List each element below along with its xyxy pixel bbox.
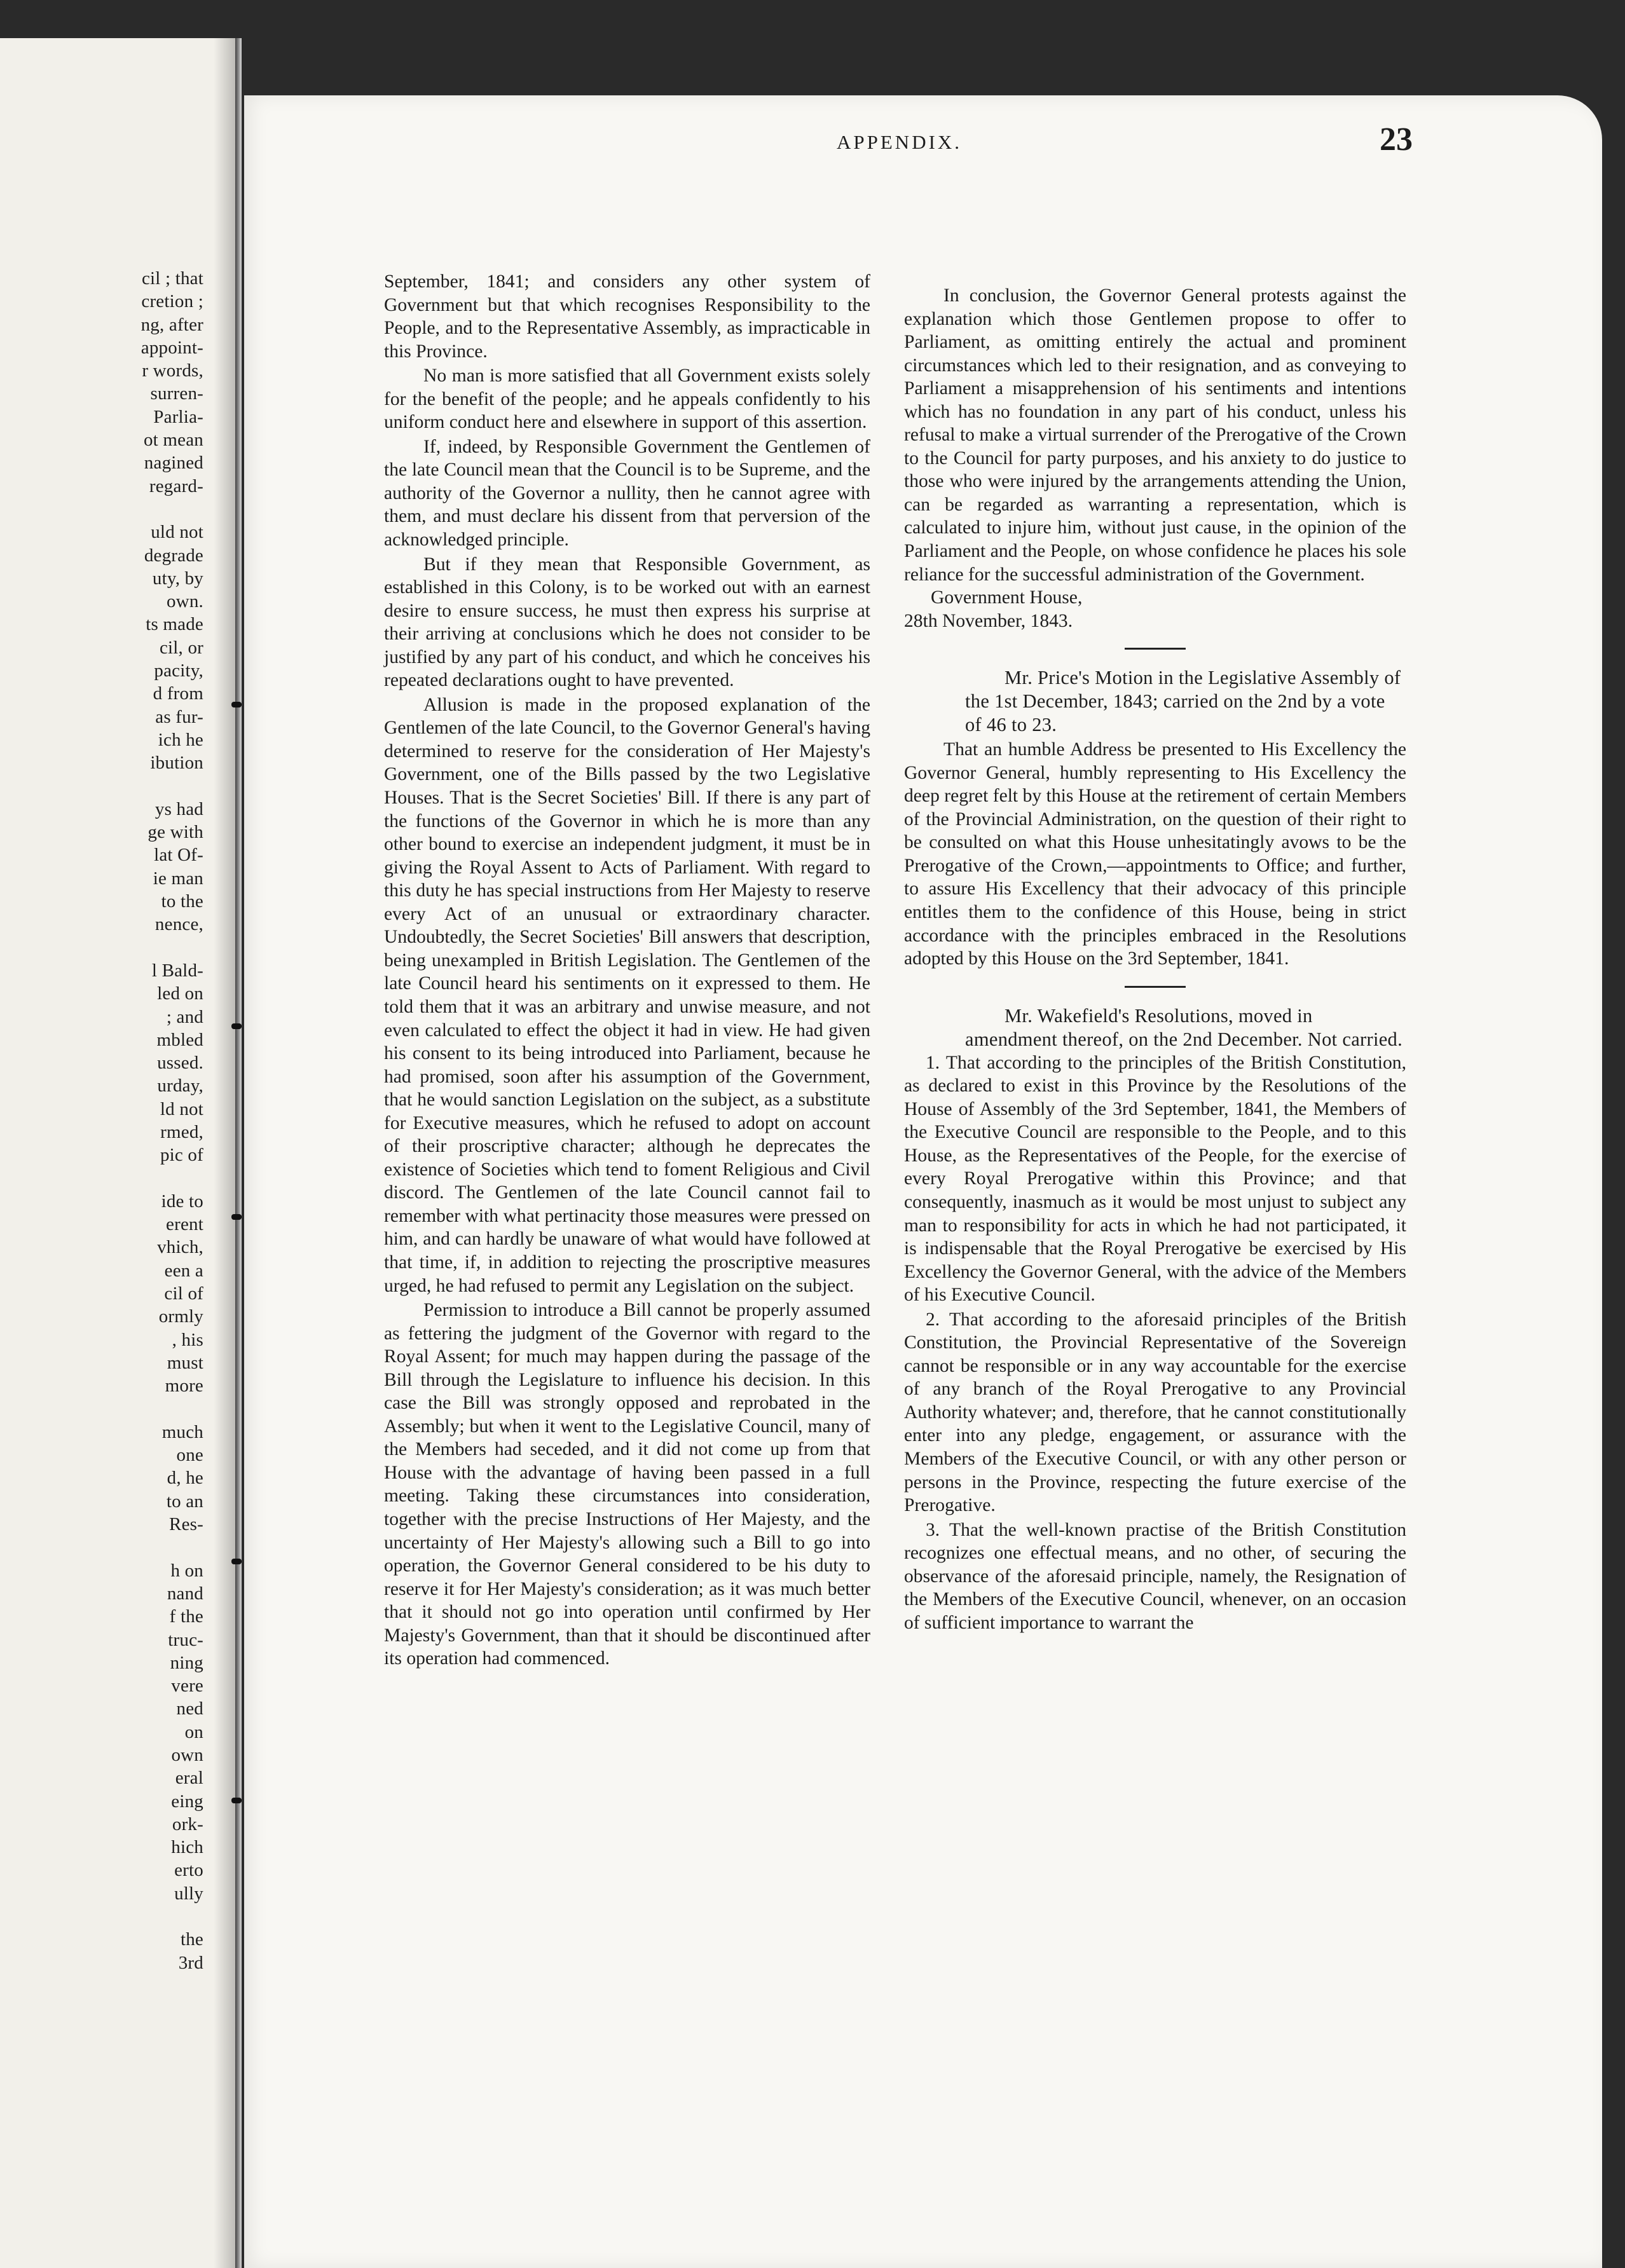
facing-page-line: more [165,1376,203,1397]
facing-page-line: hich [171,1837,203,1858]
facing-page-line: nagined [144,453,203,474]
facing-page-line: led on [157,983,203,1004]
facing-page-line: cil ; that [141,268,203,289]
facing-page-line: ormly [158,1306,203,1327]
motion-heading: Mr. Price's Motion in the Legislative Assembly of the 1st December, 1843; carried on the 2nd by a vote of 46 to 23. [965,667,1401,736]
facing-page-line [0,1536,203,1559]
resolutions-heading: Mr. Wakefield's Resolutions, moved in amendment thereof, on the 2nd December. Not carried. [965,1004,1403,1050]
facing-page-text [0,267,203,1974]
paragraph: But if they mean that Responsible Government, as established in this Colony, is to be worked out with an earnest desire to ensure success, he must then express his surprise at their arriving at conclusions which he does not consider to be justified by any part of his conduct, and which he conceives his repeated declarations ought to have prevented. [384,554,870,691]
facing-page-line: eral [175,1768,203,1789]
signature-block [904,586,1406,632]
facing-page-line: to an [166,1491,203,1512]
facing-page-line: ussed. [157,1053,203,1074]
section-divider [1125,648,1186,650]
facing-page [0,38,235,2268]
facing-page-line: r words, [142,360,203,381]
facing-page-line: Parlia- [153,406,203,427]
facing-page-line: 3rd [178,1952,203,1973]
facing-page-line: ge with [147,822,203,843]
closing-paragraph: In conclusion, the Governor General protests against the explanation which those Gentlemen propose to offer to Parliament, as omitting entirely the actual and prominent circumstances which led to their resignation, and as conveying to Parliament a misapprehension of his sentiments and intentions which has no foundation in any part of his conduct, unless his refusal to make a virtual surrender of the Prerogative of the Crown to the Council for party purposes, and his anxiety to do justice to those who were injured by the arrangements attending the Union, can be regarded as warranting a representation, which is calculated to injure him, without just cause, in the opinion of the Parliament and the People, on whose confidence he places his sole reliance for the successful administration of the Government. [904,285,1406,585]
facing-page-line: truc- [168,1629,203,1650]
gutter-shadow [214,38,235,2268]
paragraph: Permission to introduce a Bill cannot be properly assumed as fettering the judgment of the Governor with regard to the Royal Assent; for much may happen during the passage of the Bill through the Legislature to influence his decision. In this case the Bill was strongly opposed and reprobated in the Assembly; but when it went to the Legislative Council, many of the Members had seceded, and it did not come up from that House with the advantage of having been passed in a full meeting. Taking these circumstances into consideration, together with the precise Instructions of Her Majesty, and the uncertainty of Her Majesty's allowing such a Bill to go into operation, the Governor General considered to be his duty to reserve it for Her Majesty's consideration; as it was much better that it should not go into operation until confirmed by Her Majesty's Government, than that it should be discontinued after its operation had commenced. [384,1300,870,1669]
facing-page-line: the [180,1929,203,1950]
facing-page-line: regard- [149,475,203,496]
right-column [904,284,1406,1634]
facing-page-line: ng, after [141,314,203,335]
facing-page-line: pacity, [154,660,203,681]
facing-page-line: on [184,1721,203,1742]
facing-page-line [0,1398,203,1421]
stitch [231,1023,242,1029]
facing-page-line: uty, by [152,568,203,589]
facing-page-line: ork- [172,1814,203,1834]
facing-page-line: much [161,1421,203,1442]
facing-page-line: degrade [144,545,203,566]
facing-page-line: Res- [169,1514,203,1535]
facing-page-line: f the [169,1606,203,1627]
facing-page-line: to the [161,891,203,912]
facing-page-line: one [176,1445,203,1466]
resolution-item: 2. That according to the aforesaid principles of the British Constitution, the Provincial Representative of the Sovereign cannot be responsible or in any way accountable for the exercise of any branch of the Royal Prerogative to any Provincial Authority whatever; and, therefore, that he cannot constitutionally enter into any pledge, engagement, or assurance with the Members of the Executive Council, or with any other person or persons in the Province, respecting the future exercise of the Prerogative. [904,1309,1406,1516]
stitch [231,702,242,707]
facing-page-line: ully [174,1883,203,1904]
resolution-item: 1. That according to the principles of the British Constitution, as declared to exist in this Province by the Resolutions of the House of Assembly of the 3rd September, 1841, the Members of the Executive Council are responsible to the People, and to this House, as the Representatives of the People, for the exercise of every Royal Prerogative within this Province; and that consequently, inasmuch as it would be most unjust to subject any man to responsibility for acts in which he had not participated, it is indispensable that the Royal Prerogative be exercised by His Excellency the Governor General, with the advice of the Members of his Executive Council. [904,1052,1406,1306]
facing-page-line: ys had [154,798,203,819]
facing-page-line: ld not [160,1098,203,1119]
facing-page-line: mbled [156,1029,203,1050]
left-column [384,270,870,1670]
facing-page-line [0,775,203,798]
facing-page-line: nence, [154,914,203,935]
resolutions-list [904,1051,1406,1635]
paragraph: If, indeed, by Responsible Government the Gentlemen of the late Council mean that the Council is to be Supreme, and the authority of the Governor a nullity, then he cannot agree with them, and must declare his dissent from that perversion of the acknowledged principle. [384,436,870,550]
facing-page-line: ned [176,1698,203,1719]
facing-page-line [0,1905,203,1928]
page-number: 23 [1380,121,1413,158]
facing-page-line: , his [172,1329,203,1350]
facing-page-line: vhich, [157,1237,203,1258]
facing-page-line: cretion ; [141,291,203,312]
facing-page-line: ide to [161,1191,203,1212]
facing-page-line: as fur- [155,706,203,727]
facing-page-line: pic of [160,1145,203,1166]
facing-page-line: ts made [146,614,203,635]
paragraph: Allusion is made in the proposed explanation of the Gentlemen of the late Council, to the Governor General's having determined to reserve for the consideration of Her Majesty's Government, one of the Bills passed by the two Legislative Houses. That is the Secret Societies' Bill. If there is any part of the functions of the Governor in which he is more than any other bound to exercise an independent judgment, it must be in giving the Royal Assent to Acts of Parliament. With regard to this duty he has special instructions from Her Majesty to reserve every Act of an unusual or extraordinary character. Undoubtedly, the Secret Societies' Bill answers that description, being unexampled in British Legislation. The Gentlemen of the late Council heard his sentiments on it expressed to them. He told them that it was an arbitrary and unwise measure, and not even calculated to effect the object it had in view. He had given his consent to its being introduced into Parliament, because he had promised, soon after his assumption of the Government, that he would sanction Legislation on the subject, as a substitute for Executive measures, which he refused to adopt on account of their proscriptive character; although he deprecates the existence of Societies which tend to foment Religious and Civil discord. The Gentlemen of the late Council cannot fail to remember with what pertinacity those measures were pressed on him, and can hardly be unaware of what would have followed at that time, if, in addition to rejecting the proscriptive measures urged, he had refused to permit any Legislation on the subject. [384,694,870,1296]
motion-text: That an humble Address be presented to His Excellency the Governor General, humbly representing to His Excellency the deep regret felt by this House at the retirement of certain Members of the Provincial Administration, on the question of their right to be consulted on what this House unhesitatingly avows to be the Prerogative of the Crown,—appointments to Office; and further, to assure His Excellency that their advocacy of this principle entitles them to the confidence of this House, being in strict accordance with the principles embraced in the Resolutions adopted by this House on the 3rd September, 1841. [904,739,1406,969]
facing-page-line: urday, [157,1076,203,1096]
facing-page-line: ; and [166,1006,203,1027]
stitch [231,1798,242,1803]
facing-page-line: rmed, [160,1121,203,1142]
facing-page-line: d from [153,683,203,704]
paragraph: No man is more satisfied that all Government exists solely for the benefit of the people; and he appeals confidently to his uniform conduct here and elsewhere in support of this assertion. [384,365,870,433]
facing-page-line: ning [170,1652,203,1673]
facing-page-line: ie man [153,868,203,889]
stitch [231,1214,242,1220]
facing-page-line: nand [167,1583,203,1604]
facing-page-line: d, he [167,1468,203,1489]
facing-page-line: vere [171,1676,203,1697]
facing-page-line: h on [170,1560,203,1581]
resolution-item: 3. That the well-known practise of the British Constitution recognizes one effectual means, and no other, of securing the observance of the aforesaid principle, namely, the Resignation of the Members of the Executive Council, whenever, on an occasion of sufficient importance to warrant the [904,1519,1406,1633]
facing-page-line [0,1167,203,1190]
binding-edge [235,38,242,2268]
facing-page-line: cil of [164,1283,203,1304]
facing-page-line: erto [174,1860,203,1881]
facing-page-line: een a [164,1260,203,1281]
signature-place: Government House, [931,587,1083,608]
running-head: APPENDIX. [837,131,963,153]
facing-page-line: cil, or [159,637,203,658]
facing-page-line: must [167,1352,203,1373]
facing-page-line [0,498,203,521]
signature-date: 28th November, 1843. [904,610,1073,631]
facing-page-line: lat Of- [154,845,203,866]
facing-page-line: ot mean [143,430,203,451]
stitch [231,1559,242,1564]
facing-page-line: appoint- [141,337,203,358]
facing-page-line: surren- [150,383,203,404]
facing-page-line [0,936,203,959]
facing-page-line: erent [166,1214,203,1235]
facing-page-line: own [171,1745,203,1765]
facing-page-line: uld not [151,522,203,543]
section-divider [1125,986,1186,988]
facing-page-line: l Bald- [151,960,203,981]
facing-page-line: eing [171,1791,203,1812]
paragraph: September, 1841; and considers any other system of Government but that which recognises Responsibility to the People, and to the Representative Assembly, as impracticable in this Province. [384,271,870,362]
facing-page-line: own. [167,591,203,612]
facing-page-line: ich he [158,729,203,750]
facing-page-line: ibution [150,753,203,774]
